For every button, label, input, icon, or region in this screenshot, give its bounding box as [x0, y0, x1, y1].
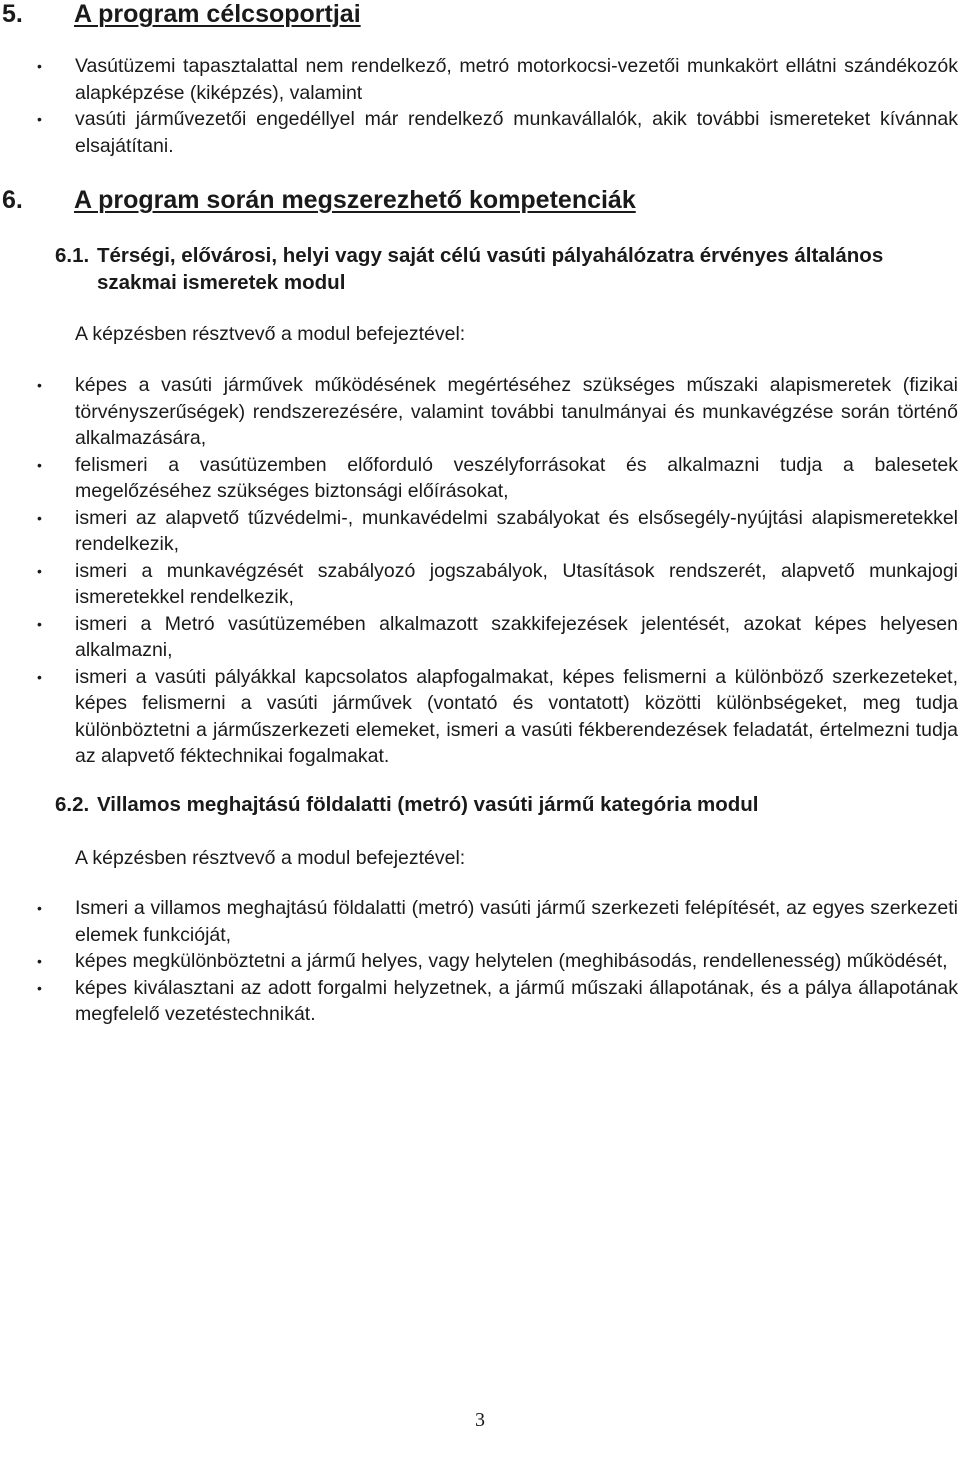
section-6-1-heading: [55, 242, 955, 296]
bullet-icon: •: [37, 456, 42, 473]
list-item: • vasúti járművezetői engedéllyel már rendelkező munkavállalók, akik további ismereteket kívánnak elsajátítani.: [37, 108, 958, 157]
section-6-2-intro: A képzésben résztvevő a modul befejeztével:: [75, 847, 466, 869]
section-6-1-title: Térségi, elővárosi, helyi vagy saját célú vasúti pályahálózatra érvényes általános szakmai ismeretek modul: [97, 244, 884, 294]
section-6-1-list: [0, 372, 960, 770]
page-number: 3: [475, 1409, 485, 1431]
section-6-2-title: Villamos meghajtású földalatti (metró) vasúti jármű kategória modul: [97, 793, 759, 816]
list-item: • ismeri a munkavégzését szabályozó jogszabályok, Utasítások rendszerét, alapvető munkajogi ismeretekkel rendelkezik,: [37, 559, 958, 608]
list-item: • Vasútüzemi tapasztalattal nem rendelkező, metró motorkocsi-vezetői munkakört ellátni szándékozók alapképzése (kiképzés), valamint: [37, 55, 958, 104]
section-6-number: 6.: [2, 186, 23, 214]
section-5-title: A program célcsoportjai: [74, 0, 361, 28]
section-6-1-intro: A képzésben résztvevő a modul befejeztével:: [75, 323, 466, 345]
section-5-list: [0, 53, 960, 159]
list-item: • ismeri a Metró vasútüzemében alkalmazott szakkifejezések jelentését, azokat képes helyesen alkalmazni,: [37, 612, 958, 661]
list-item: • Ismeri a villamos meghajtású földalatti (metró) vasúti jármű szerkezeti felépítését, az egyes szerkezeti elemek funkcióját,: [37, 897, 958, 946]
section-6-title: A program során megszerezhető kompetenciák: [74, 186, 636, 214]
bullet-icon: •: [37, 615, 42, 632]
bullet-icon: •: [37, 979, 42, 996]
bullet-icon: •: [37, 58, 42, 74]
list-item: • képes megkülönböztetni a jármű helyes, vagy helytelen (meghibásodás, rendellenesség) működését,: [0, 948, 960, 975]
bullet-icon: •: [37, 953, 42, 969]
bullet-icon: •: [37, 562, 42, 579]
section-6-heading: [2, 185, 636, 215]
bullet-icon: •: [37, 377, 42, 393]
section-6-2-number: 6.2.: [55, 793, 90, 816]
bullet-icon: •: [37, 509, 42, 526]
bullet-icon: •: [37, 668, 42, 685]
list-item: • képes a vasúti járművek működésének megértéséhez szükséges műszaki alapismeretek (fizikai törvényszerűségek) rendszerezésére, valamint további tanulmányai és munkavégzése során történő alkalmazására,: [37, 374, 958, 449]
section-5-heading: [2, 0, 361, 29]
list-item: • képes kiválasztani az adott forgalmi helyzetnek, a jármű műszaki állapotának, és a pálya állapotának megfelelő vezetéstechnikát.: [37, 976, 958, 1025]
section-6-2-list: [0, 895, 960, 1028]
list-item: • ismeri az alapvető tűzvédelmi-, munkavédelmi szabályokat és elsősegély-nyújtási alapismeretekkel rendelkezik,: [37, 506, 958, 555]
section-5-number: 5.: [2, 0, 23, 28]
list-item: • ismeri a vasúti pályákkal kapcsolatos alapfogalmakat, képes felismerni a különböző szerkezeteket, képes felismerni a vasúti járművek (vontató és vontatott) közötti különbségeket, meg tudja különböztetni a járműszerkezeti elemeket, ismeri a vasúti fékberendezések feladatát, értelmezni tudja az alapvető féktechnikai fogalmakat.: [37, 665, 958, 767]
section-6-1-number: 6.1.: [55, 244, 90, 267]
bullet-icon: •: [37, 111, 42, 127]
list-item: • felismeri a vasútüzemben előforduló veszélyforrásokat és alkalmazni tudja a balesetek megelőzéséhez szükséges biztonsági előírásokat,: [37, 453, 958, 502]
bullet-icon: •: [37, 900, 42, 916]
section-6-2-heading: [55, 791, 955, 818]
